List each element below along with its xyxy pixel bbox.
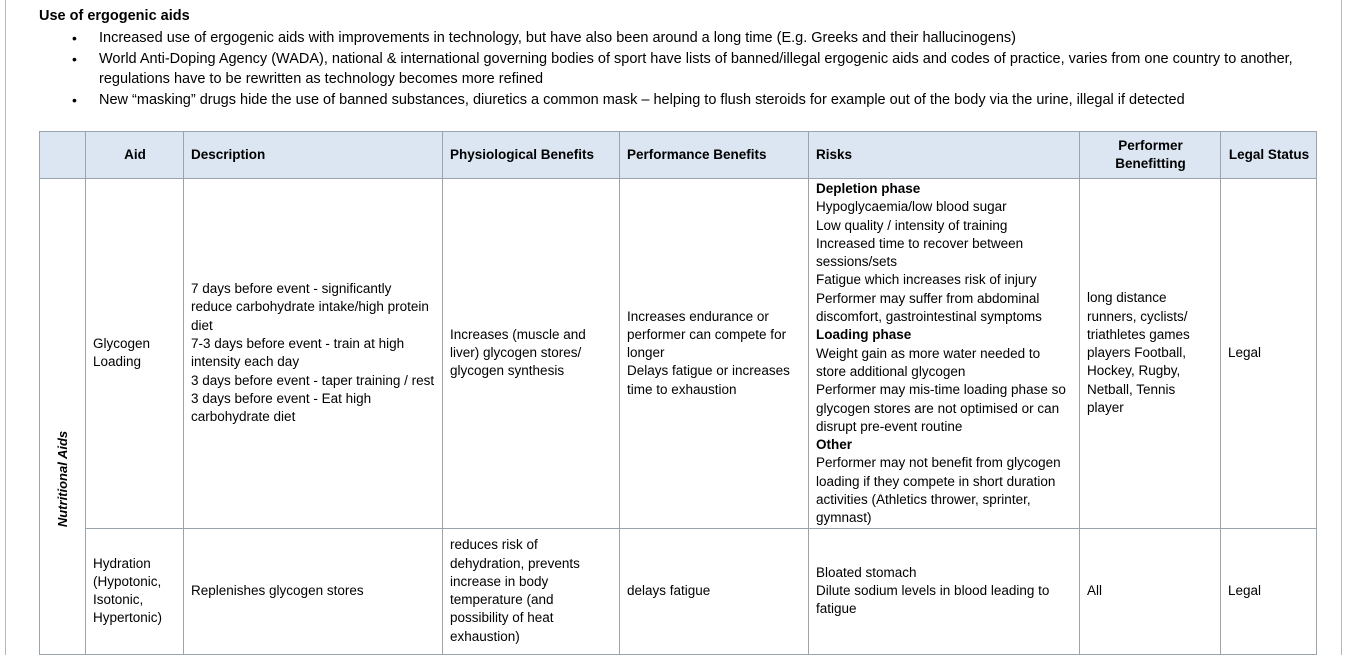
- risk-line: Performer may mis-time loading phase so glycogen stores are not optimised or can disrupt pre-event routine: [816, 382, 1066, 434]
- bullet-item: • New “masking” drugs hide the use of banned substances, diuretics a common mask – helping to flush steroids for example out of the body via the urine, illegal if detected: [72, 90, 1302, 111]
- description-line: 7 days before event - significantly reduce carbohydrate intake/high protein diet: [191, 281, 429, 333]
- risk-line: Increased time to recover between sessions/sets: [816, 235, 1024, 270]
- description-line: 3 days before event - taper training / rest: [191, 372, 435, 388]
- header-risks: Risks: [809, 132, 1080, 179]
- risks-cell: [809, 179, 1080, 529]
- header-physiological-benefits: Physiological Benefits: [443, 132, 620, 179]
- header-performance-benefits: Performance Benefits: [620, 132, 809, 179]
- category-label: Nutritional Aids: [54, 430, 70, 528]
- risk-line: Dilute sodium levels in blood leading to fatigue: [816, 582, 1050, 617]
- description-line: 7-3 days before event - train at high intensity each day: [191, 336, 405, 370]
- risk-line: Performer may not benefit from glycogen loading if they compete in short duration activities (Athletics thrower, sprinter, gymnast): [816, 455, 1061, 526]
- header-aid: Aid: [86, 132, 184, 179]
- risk-line: Low quality / intensity of training: [816, 217, 1008, 233]
- risk-line: Weight gain as more water needed to store additional glycogen: [816, 345, 1041, 379]
- page-border-left: [5, 0, 6, 655]
- header-description: Description: [184, 132, 443, 179]
- performance-line: Increases endurance or performer can compete for longer: [627, 308, 787, 361]
- risks-subheading: Loading phase: [816, 327, 912, 343]
- section-heading: Use of ergogenic aids: [39, 8, 190, 24]
- description-line: 3 days before event - Eat high carbohydrate diet: [191, 390, 372, 425]
- legal-status-cell: Legal: [1221, 179, 1317, 529]
- risk-line: Hypoglycaemia/low blood sugar: [816, 199, 1007, 215]
- aid-name: Hydration (Hypotonic, Isotonic, Hypertonic): [86, 528, 184, 654]
- bullet-item: • Increased use of ergogenic aids with improvements in technology, but have also been around a long time (E.g. Greeks and their hallucinogens): [72, 28, 1302, 49]
- header-performer-benefitting: Performer Benefitting: [1080, 132, 1221, 179]
- physiological-benefits-cell: Increases (muscle and liver) glycogen stores/ glycogen synthesis: [443, 179, 620, 529]
- table-row: [40, 179, 1317, 529]
- risks-subheading: Depletion phase: [816, 181, 921, 196]
- risk-line: Performer may suffer from abdominal discomfort, gastrointestinal symptoms: [816, 290, 1042, 325]
- aid-name: Glycogen Loading: [86, 179, 184, 529]
- header-category: [40, 132, 86, 179]
- performance-benefits-cell: delays fatigue: [620, 528, 809, 654]
- performer-benefitting-cell: long distance runners, cyclists/ triathletes games players Football, Hockey, Rugby, Netball, Tennis player: [1080, 179, 1221, 529]
- legal-status-cell: Legal: [1221, 528, 1317, 654]
- performance-benefits-cell: [620, 179, 809, 529]
- risk-line: Fatigue which increases risk of injury: [816, 272, 1037, 288]
- header-legal-status: Legal Status: [1221, 132, 1317, 179]
- performance-line: Delays fatigue or increases time to exhaustion: [627, 363, 790, 397]
- performer-benefitting-cell: All: [1080, 528, 1221, 654]
- table-header-row: [40, 132, 1317, 179]
- risk-line: Bloated stomach: [816, 564, 917, 580]
- description-cell: [184, 179, 443, 529]
- description-cell: Replenishes glycogen stores: [184, 528, 443, 654]
- category-cell: [40, 179, 86, 655]
- physiological-benefits-cell: reduces risk of dehydration, prevents increase in body temperature (and possibility of heat exhaustion): [443, 528, 620, 654]
- page-border-right: [1341, 0, 1342, 655]
- ergogenic-aids-table: [39, 131, 1317, 655]
- bullet-item: • World Anti-Doping Agency (WADA), national & international governing bodies of sport have lists of banned/illegal ergogenic aids and codes of practice, varies from one country to another, regulations have to be rewritten as technology becomes more refined: [72, 49, 1302, 90]
- table-row: [40, 528, 1317, 654]
- intro-bullet-list: [72, 28, 1302, 110]
- risks-cell: [809, 528, 1080, 654]
- risks-subheading: Other: [816, 437, 853, 453]
